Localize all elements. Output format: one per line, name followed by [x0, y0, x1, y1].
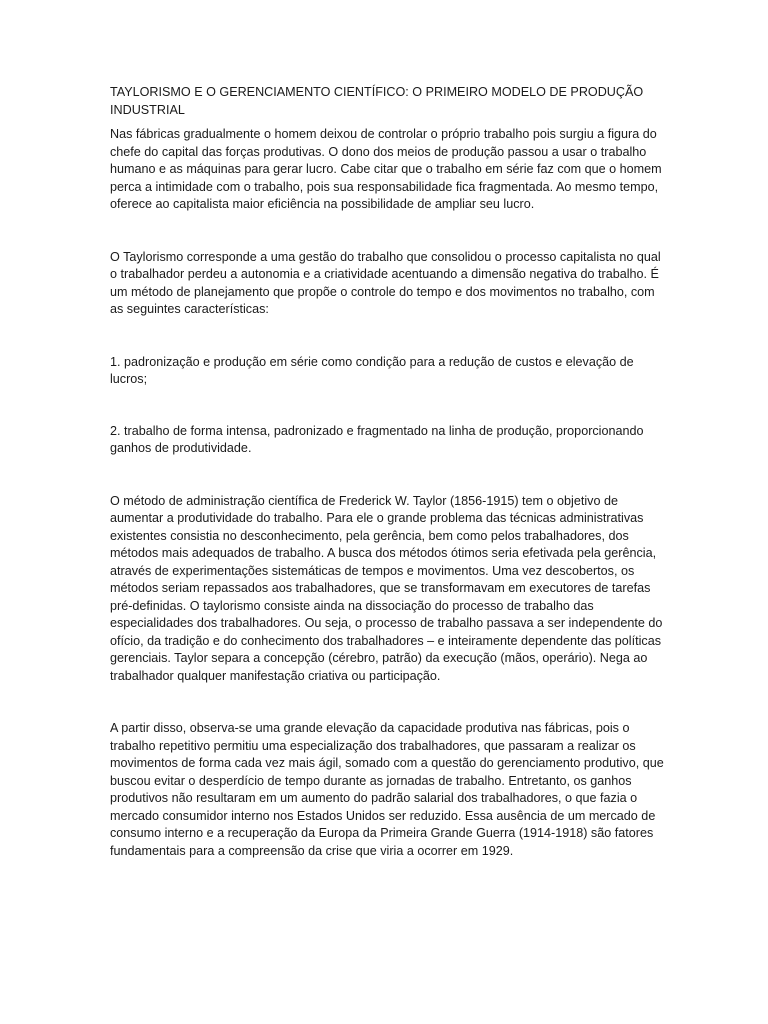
paragraph-taylor-method: O método de administração científica de Frederick W. Taylor (1856-1915) tem o objetivo de aumentar a produtividade do trabalho. Para ele o grande problema das técnicas administrativas existentes consistia no desconhecimento, pela gerência, bem como pelos trabalhadores, dos métodos mais adequados de trabalho. A busca dos métodos ótimos seria efetivada pela gerência, através de experimentações sistemáticas de tempos e movimentos. Uma vez descobertos, os métodos seriam repassados aos trabalhadores, que se transformavam em executores de tarefas pré-definidas. O taylorismo consiste ainda na dissociação do processo de trabalho das especialidades dos trabalhadores. Ou seja, o processo de trabalho passava a ser independente do ofício, da tradição e do conhecimento dos trabalhadores – e inteiramente dependente das políticas gerenciais. Taylor separa a concepção (cérebro, patrão) da execução (mãos, operário). Nega ao trabalhador qualquer manifestação criativa ou participação. — [110, 493, 663, 683]
paragraph-taylorism-definition: O Taylorismo corresponde a uma gestão do trabalho que consolidou o processo capitalista no qual o trabalhador perdeu a autonomia e a criatividade acentuando a dimensão negativa do trabalho. É um método de planejamento que propõe o controle do tempo e dos movimentos no trabalho, com as seguintes características: — [110, 249, 661, 316]
list-item-1: 1. padronização e produção em série como condição para a redução de custos e elevação de lucros; — [110, 354, 634, 386]
paragraph-intro: Nas fábricas gradualmente o homem deixou de controlar o próprio trabalho pois surgiu a figura do chefe do capital das forças produtivas. O dono dos meios de produção passou a usar o trabalho humano e as máquinas para gerar lucro. Cabe citar que o trabalho em série faz com que o homem perca a intimidade com o trabalho, pois sua responsabilidade fica fragmentada. Ao mesmo tempo, oferece ao capitalista maior eficiência na possibilidade de ampliar seu lucro. — [110, 127, 662, 211]
paragraph-conclusion: A partir disso, observa-se uma grande elevação da capacidade produtiva nas fábricas, pois o trabalho repetitivo permitiu uma especialização dos trabalhadores, que passaram a realizar os movimentos de forma cada vez mais ágil, somado com a questão do gerenciamento produtivo, que buscou evitar o desperdício de tempo durante as jornadas de trabalho. Entretanto, os ganhos produtivos não resultaram em um aumento do padrão salarial dos trabalhadores, o que fazia o mercado consumidor interno nos Estados Unidos ser reduzido. Essa ausência de um mercado de consumo interno e a recuperação da Europa da Primeira Grande Guerra (1914-1918) são fatores fundamentais para a compreensão da crise que viria a ocorrer em 1929. — [110, 721, 664, 858]
list-item-2: 2. trabalho de forma intensa, padronizado e fragmentado na linha de produção, proporcionando ganhos de produtividade. — [110, 423, 644, 455]
document-title: TAYLORISMO E O GERENCIAMENTO CIENTÍFICO: O PRIMEIRO MODELO DE PRODUÇÃO INDUSTRIAL — [110, 85, 644, 117]
document-page — [110, 84, 666, 860]
